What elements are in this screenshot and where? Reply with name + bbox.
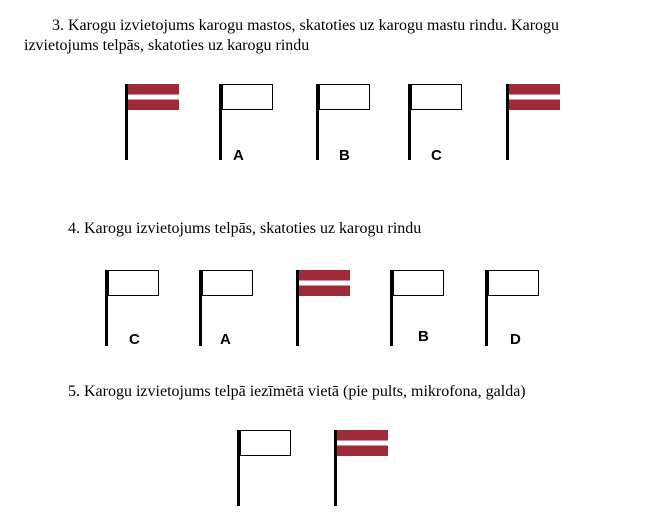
blank-flag-cloth [240,430,291,456]
latvian-flag-cloth [337,430,388,456]
section-5-latvian-flag [334,430,390,506]
blank-flag-cloth [319,84,370,110]
blank-flag-cloth [222,84,273,110]
latvian-flag-cloth [299,270,350,296]
section-3-label-c: C [431,147,442,164]
section-3-text-line-2: izvietojums telpās, skatoties uz karogu rindu [24,37,310,54]
blank-flag-cloth [202,270,253,296]
section-3-latvian-flag-right [506,84,562,160]
blank-flag-cloth [411,84,462,110]
section-3-latvian-flag-left [125,84,181,160]
section-4-text: 4. Karogu izvietojums telpās, skatoties uz karogu rindu [68,220,422,237]
blank-flag-cloth [488,270,539,296]
section-3-text-line-1: 3. Karogu izvietojums karogu mastos, skatoties uz karogu mastu rindu. Karogu [52,17,560,34]
latvian-flag-cloth [509,84,560,110]
section-4-label-d: D [510,331,521,348]
section-3-blank-flag-a [219,84,275,160]
section-3-label-a: A [233,147,244,164]
section-5-text: 5. Karogu izvietojums telpā iezīmētā vietā (pie pults, mikrofona, galda) [68,383,526,400]
section-3-label-b: B [339,147,350,164]
section-4-label-c: C [129,331,140,348]
section-4-label-b: B [418,328,429,345]
section-5-blank-flag [237,430,293,506]
section-4-label-a: A [220,331,231,348]
blank-flag-cloth [393,270,444,296]
section-4-latvian-flag [296,270,352,346]
blank-flag-cloth [108,270,159,296]
latvian-flag-cloth [128,84,179,110]
